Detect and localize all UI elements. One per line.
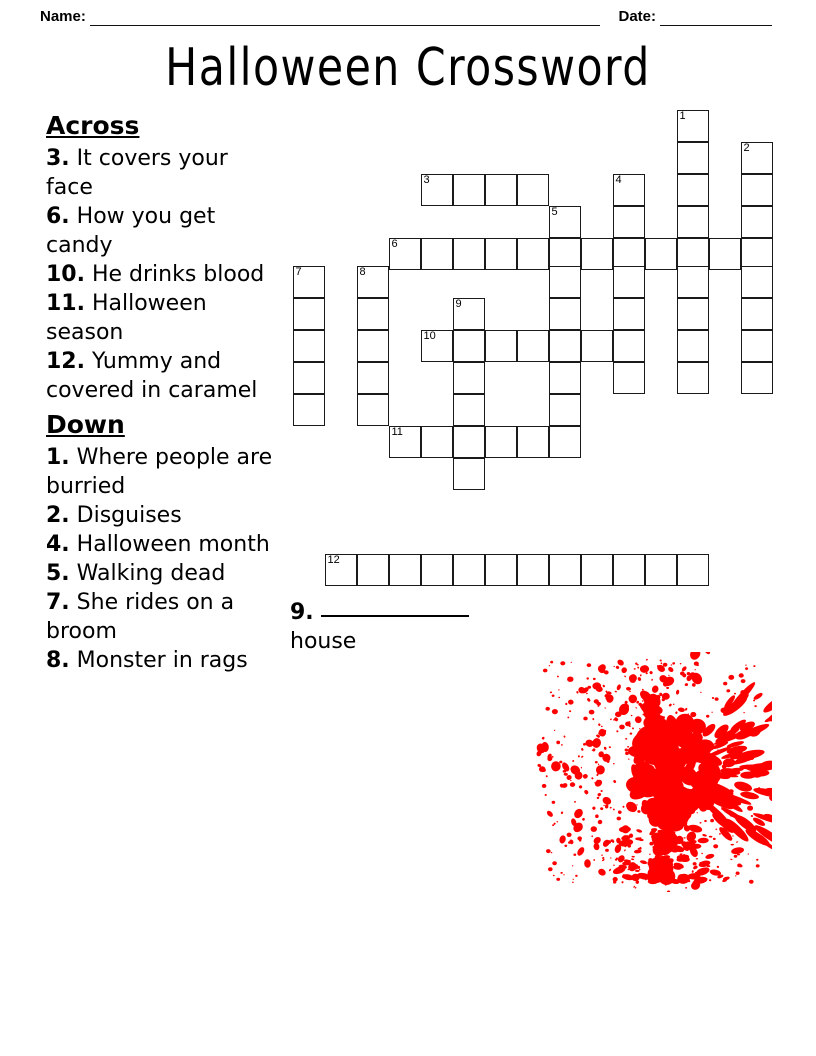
grid-cell[interactable]: [357, 394, 389, 426]
grid-cell[interactable]: [485, 554, 517, 586]
clue-text: He drinks blood: [84, 262, 265, 287]
grid-cell[interactable]: [741, 266, 773, 298]
grid-cell-start-5[interactable]: [549, 206, 581, 238]
grid-cell[interactable]: [549, 362, 581, 394]
down-clue-8: [46, 646, 274, 675]
grid-cell[interactable]: [613, 330, 645, 362]
clue-number: 3.: [46, 146, 70, 171]
grid-cell-start-7[interactable]: [293, 266, 325, 298]
grid-cell[interactable]: [485, 330, 517, 362]
across-clue-12: [46, 347, 274, 405]
grid-cell[interactable]: [677, 142, 709, 174]
grid-cell[interactable]: [549, 298, 581, 330]
grid-cell[interactable]: [293, 394, 325, 426]
page-title: Halloween Crossword: [165, 38, 651, 99]
grid-cell-start-1[interactable]: [677, 110, 709, 142]
grid-cell[interactable]: [453, 238, 485, 270]
grid-cell-start-3[interactable]: [421, 174, 453, 206]
grid-cell[interactable]: [741, 298, 773, 330]
grid-cell[interactable]: [453, 554, 485, 586]
down-clue-2: [46, 501, 274, 530]
clue-number: 10.: [46, 262, 85, 287]
grid-cell[interactable]: [485, 174, 517, 206]
grid-cell[interactable]: [613, 554, 645, 586]
down-clue-group: [46, 443, 274, 675]
grid-cell[interactable]: [741, 362, 773, 394]
grid-cell[interactable]: [517, 330, 549, 362]
grid-cell[interactable]: [549, 554, 581, 586]
grid-cell-start-11[interactable]: [389, 426, 421, 458]
clue-text: She rides on a broom: [46, 590, 235, 644]
clue-number: 12.: [46, 349, 85, 374]
grid-cell[interactable]: [741, 174, 773, 206]
grid-cell[interactable]: [293, 330, 325, 362]
grid-cell[interactable]: [677, 298, 709, 330]
grid-cell[interactable]: [517, 554, 549, 586]
name-blank-line[interactable]: [90, 10, 601, 26]
grid-cell[interactable]: [581, 238, 613, 270]
clue-number: 7.: [46, 590, 70, 615]
grid-cell-number: 1: [679, 110, 686, 122]
grid-cell[interactable]: [677, 330, 709, 362]
grid-cell[interactable]: [709, 238, 741, 270]
clue-9-fill-in: [290, 598, 540, 656]
grid-cell[interactable]: [453, 362, 485, 394]
clue-text: How you get candy: [46, 204, 216, 258]
worksheet-header: [0, 0, 816, 26]
grid-cell[interactable]: [613, 362, 645, 394]
clue-text: Yummy and covered in caramel: [46, 349, 258, 403]
grid-cell[interactable]: [421, 238, 453, 270]
date-blank-line[interactable]: [660, 10, 772, 26]
grid-cell[interactable]: [677, 554, 709, 586]
clue-text: Monster in rags: [69, 648, 248, 673]
clue-9-text: house: [290, 629, 357, 654]
down-clue-1: [46, 443, 274, 501]
across-clue-11: [46, 289, 274, 347]
grid-cell[interactable]: [357, 298, 389, 330]
grid-cell[interactable]: [357, 554, 389, 586]
grid-cell[interactable]: [549, 266, 581, 298]
clue-text: Halloween season: [46, 291, 207, 345]
grid-cell[interactable]: [357, 330, 389, 362]
grid-cell-start-2[interactable]: [741, 142, 773, 174]
date-label: Date:: [618, 8, 656, 25]
grid-cell[interactable]: [453, 330, 485, 362]
grid-cell-number: 10: [423, 330, 436, 342]
grid-cell-number: 3: [423, 174, 430, 186]
grid-cell[interactable]: [517, 238, 549, 270]
clue-number: 6.: [46, 204, 70, 229]
grid-cell-number: 8: [359, 266, 366, 278]
clue-text: It covers your face: [46, 146, 228, 200]
down-clue-5: [46, 559, 274, 588]
grid-cell[interactable]: [677, 266, 709, 298]
grid-cell[interactable]: [645, 554, 677, 586]
grid-cell-start-12[interactable]: [325, 554, 357, 586]
clue-list: [46, 110, 274, 675]
clue-9-blank-line[interactable]: [321, 600, 469, 617]
grid-cell[interactable]: [453, 458, 485, 490]
grid-cell-start-8[interactable]: [357, 266, 389, 298]
across-clue-6: [46, 202, 274, 260]
across-heading: Across: [46, 111, 140, 140]
grid-cell[interactable]: [453, 394, 485, 426]
grid-cell[interactable]: [581, 554, 613, 586]
grid-cell-number: 12: [327, 554, 340, 566]
grid-cell[interactable]: [677, 362, 709, 394]
grid-cell-number: 6: [391, 238, 398, 250]
grid-cell-start-9[interactable]: [453, 298, 485, 330]
grid-cell[interactable]: [581, 330, 613, 362]
grid-cell[interactable]: [645, 238, 677, 270]
grid-cell[interactable]: [293, 362, 325, 394]
clue-number: 1.: [46, 445, 70, 470]
grid-cell[interactable]: [389, 554, 421, 586]
grid-cell-number: 11: [391, 426, 403, 438]
grid-cell-start-4[interactable]: [613, 174, 645, 206]
clue-number: 5.: [46, 561, 70, 586]
across-clue-3: [46, 144, 274, 202]
grid-cell[interactable]: [741, 330, 773, 362]
grid-cell[interactable]: [549, 330, 581, 362]
grid-cell[interactable]: [613, 206, 645, 238]
clue-number: 2.: [46, 503, 70, 528]
grid-cell-start-10[interactable]: [421, 330, 453, 362]
down-clue-7: [46, 588, 274, 646]
grid-cell-number: 7: [295, 266, 302, 278]
blood-splatter-svg: [524, 652, 772, 892]
grid-cell[interactable]: [485, 238, 517, 270]
grid-cell[interactable]: [485, 426, 517, 458]
grid-cell[interactable]: [421, 426, 453, 458]
grid-cell[interactable]: [613, 298, 645, 330]
grid-cell[interactable]: [517, 426, 549, 458]
clue-text: Walking dead: [69, 561, 226, 586]
grid-cell[interactable]: [549, 426, 581, 458]
clue-number: 11.: [46, 291, 85, 316]
clue-9-number: 9.: [290, 600, 314, 625]
grid-cell[interactable]: [421, 554, 453, 586]
grid-cell[interactable]: [453, 174, 485, 206]
grid-cell-number: 5: [551, 206, 558, 218]
down-heading: Down: [46, 410, 125, 439]
grid-cell[interactable]: [549, 394, 581, 426]
grid-cell[interactable]: [613, 266, 645, 298]
clue-text: Halloween month: [69, 532, 270, 557]
name-label: Name:: [40, 8, 86, 25]
blood-splatter-image: [524, 652, 772, 892]
down-clue-4: [46, 530, 274, 559]
grid-cell[interactable]: [517, 174, 549, 206]
grid-cell-start-6[interactable]: [389, 238, 421, 270]
grid-cell-number: 4: [615, 174, 622, 186]
clue-text: Where people are burried: [46, 445, 273, 499]
grid-cell-number: 9: [455, 298, 462, 310]
grid-cell-number: 2: [743, 142, 750, 154]
across-clue-10: [46, 260, 274, 289]
grid-cell[interactable]: [741, 206, 773, 238]
grid-cell[interactable]: [293, 298, 325, 330]
grid-cell[interactable]: [453, 426, 485, 458]
clue-text: Disguises: [69, 503, 182, 528]
across-clue-group: [46, 144, 274, 405]
grid-cell[interactable]: [677, 174, 709, 206]
clue-number: 4.: [46, 532, 70, 557]
grid-cell[interactable]: [677, 206, 709, 238]
clue-number: 8.: [46, 648, 70, 673]
grid-cell[interactable]: [357, 362, 389, 394]
